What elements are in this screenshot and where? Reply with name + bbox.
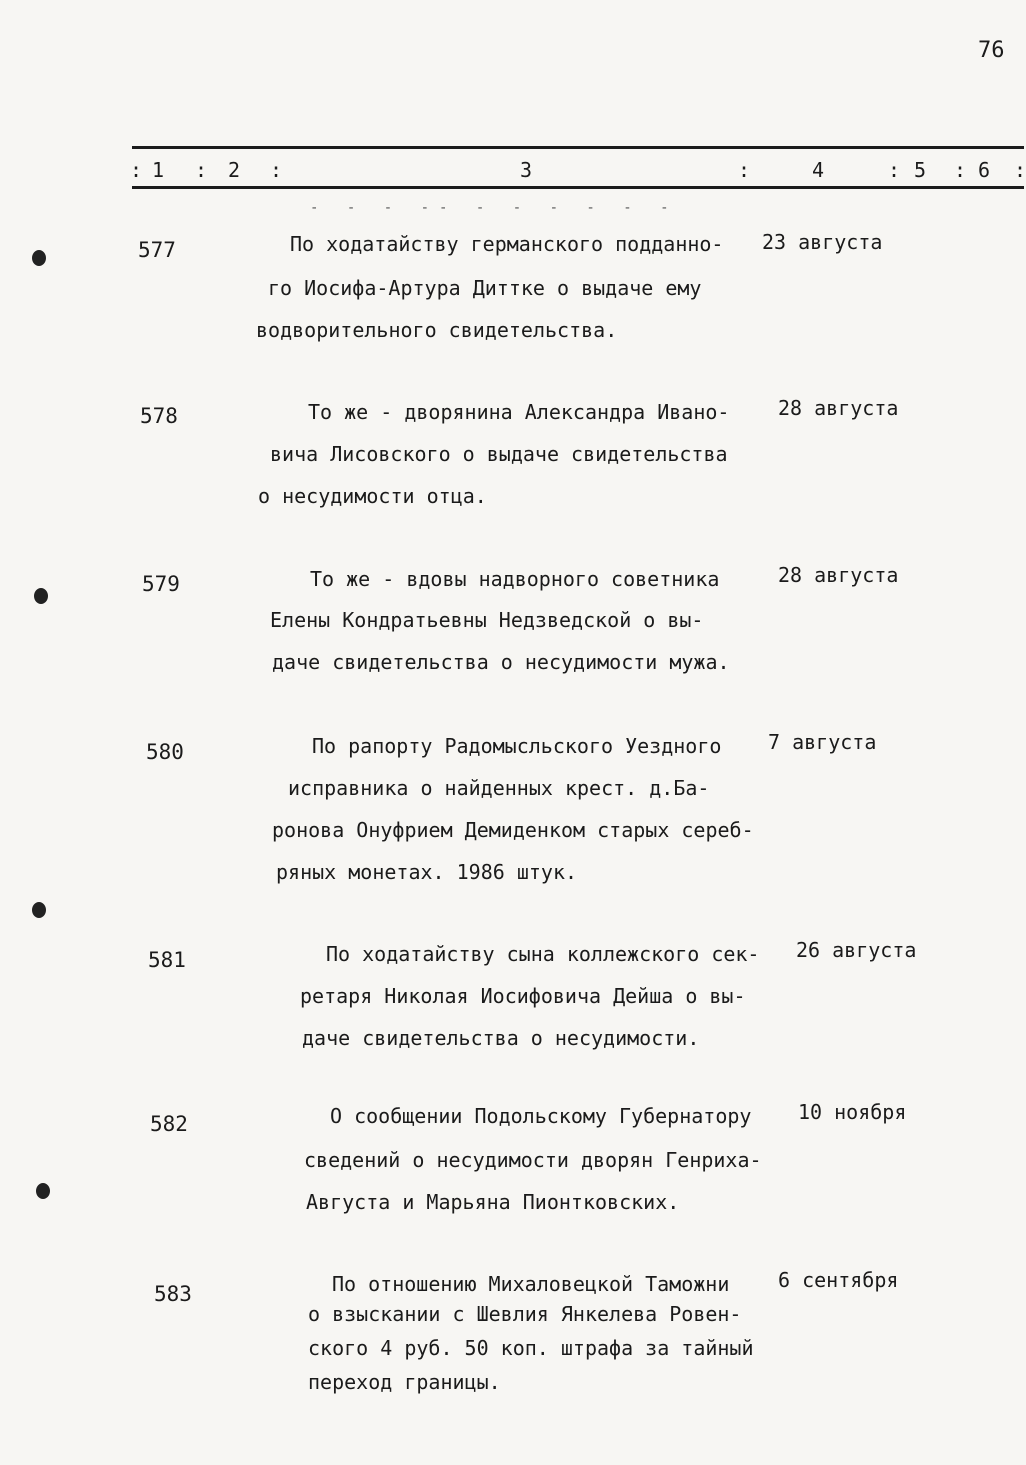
entry-text-line: То же - вдовы надворного советника bbox=[310, 567, 720, 591]
entry-date: 6 сентября bbox=[778, 1268, 899, 1292]
column-separator: : bbox=[195, 158, 208, 182]
entry-number: 579 bbox=[142, 572, 180, 596]
column-header-3: 3 bbox=[520, 158, 533, 182]
column-separator: : bbox=[888, 158, 901, 182]
column-header-5: 5 bbox=[914, 158, 927, 182]
entry-number: 582 bbox=[150, 1112, 188, 1136]
entry-text-line: Августа и Марьяна Пионтковских. bbox=[306, 1190, 680, 1214]
entry-text-line: го Иосифа-Артура Диттке о выдаче ему bbox=[268, 276, 702, 300]
column-header-6: 6 bbox=[978, 158, 991, 182]
column-header-1: 1 bbox=[152, 158, 165, 182]
entry-text-line: ряных монетах. 1986 штук. bbox=[276, 860, 578, 884]
entry-text-line: ского 4 руб. 50 коп. штрафа за тайный bbox=[308, 1336, 754, 1360]
binding-hole bbox=[36, 1183, 50, 1199]
table-header-bottom-rule bbox=[132, 186, 1024, 189]
entry-text-line: о несудимости отца. bbox=[258, 484, 487, 508]
entry-text-line: По ходатайству германского подданно- bbox=[290, 232, 724, 256]
column-separator: : bbox=[1014, 158, 1026, 182]
entry-text-line: По рапорту Радомысльского Уездного bbox=[312, 734, 722, 758]
binding-hole bbox=[32, 250, 46, 266]
binding-hole bbox=[34, 588, 48, 604]
dashed-divider: - - - -- - - - - - - bbox=[310, 200, 679, 216]
entry-date: 28 августа bbox=[778, 396, 899, 420]
column-separator: : bbox=[130, 158, 143, 182]
entry-text-line: О сообщении Подольскому Губернатору bbox=[330, 1104, 752, 1128]
entry-date: 26 августа bbox=[796, 938, 917, 962]
column-separator: : bbox=[270, 158, 283, 182]
table-header-top-rule bbox=[132, 146, 1024, 149]
entry-text-line: То же - дворянина Александра Ивано- bbox=[308, 400, 730, 424]
entry-text-line: ретаря Николая Иосифовича Дейша о вы- bbox=[300, 984, 746, 1008]
entry-number: 580 bbox=[146, 740, 184, 764]
entry-text-line: По отношению Михаловецкой Таможни bbox=[332, 1272, 730, 1296]
entry-number: 578 bbox=[140, 404, 178, 428]
page-number: 76 bbox=[978, 38, 1005, 63]
entry-number: 577 bbox=[138, 238, 176, 262]
entry-text-line: о взыскании с Шевлия Янкелева Ровен- bbox=[308, 1302, 742, 1326]
entry-text-line: даче свидетельства о несудимости. bbox=[302, 1026, 700, 1050]
entry-text-line: водворительного свидетельства. bbox=[256, 318, 618, 342]
binding-hole bbox=[32, 902, 46, 918]
column-separator: : bbox=[954, 158, 967, 182]
entry-text-line: переход границы. bbox=[308, 1370, 501, 1394]
entry-date: 23 августа bbox=[762, 230, 883, 254]
column-header-4: 4 bbox=[812, 158, 825, 182]
entry-number: 581 bbox=[148, 948, 186, 972]
entry-text-line: исправника о найденных крест. д.Ба- bbox=[288, 776, 710, 800]
entry-text-line: даче свидетельства о несудимости мужа. bbox=[272, 650, 730, 674]
entry-date: 28 августа bbox=[778, 563, 899, 587]
column-header-2: 2 bbox=[228, 158, 241, 182]
entry-number: 583 bbox=[154, 1282, 192, 1306]
entry-date: 10 ноября bbox=[798, 1100, 907, 1124]
entry-text-line: сведений о несудимости дворян Генриха- bbox=[304, 1148, 762, 1172]
entry-date: 7 августа bbox=[768, 730, 877, 754]
entry-text-line: вича Лисовского о выдаче свидетельства bbox=[270, 442, 728, 466]
entry-text-line: ронова Онуфрием Демиденком старых сереб- bbox=[272, 818, 754, 842]
entry-text-line: Елены Кондратьевны Недзведской о вы- bbox=[270, 608, 704, 632]
column-separator: : bbox=[738, 158, 751, 182]
entry-text-line: По ходатайству сына коллежского сек- bbox=[326, 942, 760, 966]
